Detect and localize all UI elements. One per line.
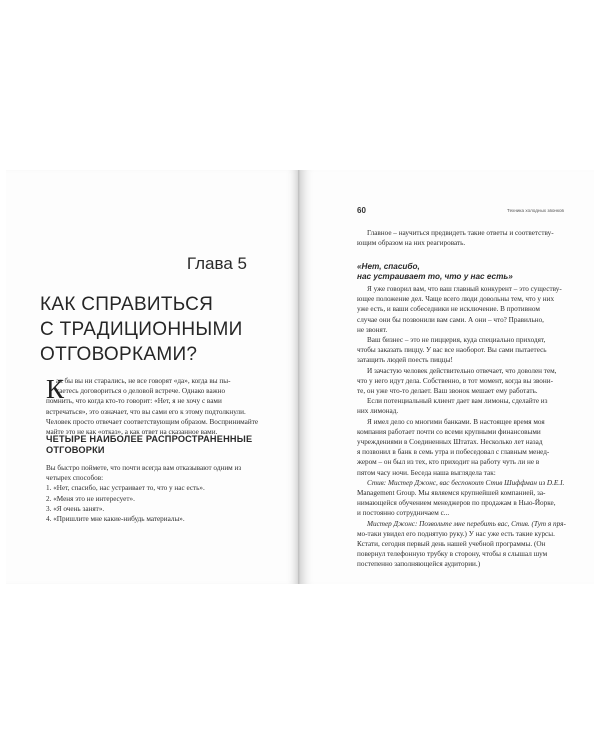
body-line: чтобы заказать пиццу. У вас все наоборот. Вы сами пытаетесь [357,346,547,355]
body-line: нимающейся обучением менеджеров по продажам в Нью-Йорке, [357,499,556,508]
list-item: 2. «Меня это не интересует». [46,494,135,503]
body-line: компания работает почти со всеми крупными финансовыми [357,427,541,436]
book-spread [6,170,594,584]
drop-cap: К [46,374,65,404]
intro-line: помнить, что когда кто-то говорит: «Нет, я не хочу с вами [46,397,222,406]
body-line: уже есть, и ваши собеседники не исключение. В противном [357,305,540,314]
body-text [357,284,573,570]
section-heading-line: ЧЕТЫРЕ НАИБОЛЕЕ РАСПРОСТРАНЕННЫЕ [46,434,253,444]
chapter-title-line: ОТГОВОРКАМИ? [40,344,198,365]
left-page [6,170,299,584]
section-line: четырех способов: [46,474,104,483]
intro-paragraph [46,376,284,437]
section-heading [46,434,286,456]
body-line: Стив: Мистер Джонс, вас беспокоит Стив Шиффман из D.E.I. [367,478,565,487]
body-line: И зачастую человек действительно отвечает, что доволен тем, [367,366,557,375]
intro-line: таетесь договориться о деловой встрече. Однако важно [56,387,226,396]
running-header [301,207,594,217]
subheading-line: «Нет, спасибо, [357,262,420,271]
chapter-number: Глава 5 [186,254,247,273]
body-line: пятом часу ночи. Беседа наша выглядела так: [357,468,496,477]
chapter-title-line: КАК СПРАВИТЬСЯ [40,294,214,315]
subheading [357,262,571,282]
body-line: не звонят. [357,325,388,334]
intro-line: Человек просто отвечает соответствующим образом. Воспринимайте [46,417,259,426]
chapter-title-line: С ТРАДИЦИОННЫМИ [40,319,243,340]
lead-line: Главное – научиться предвидеть такие ответы и соответству- [367,229,554,237]
body-line: Если потенциальный клиент дает вам лимоны, сделайте из [367,397,548,406]
lead-paragraph [357,228,571,248]
body-line: мо-таки увидел его поднятую руку.) У нас уже есть такие курсы. [357,529,555,538]
body-line: что у него идут дела. Собственно, в тот момент, когда вы звони- [357,376,553,385]
list-item: 1. «Нет, спасибо, нас устраивает то, что у нас есть». [46,484,205,493]
section-heading-line: ОТГОВОРКИ [46,445,105,455]
body-line: Мистер Джонс: Позвольте мне перебить вас, Стив. (Тут я пря- [367,519,566,528]
body-line: жером – он был из тех, кто приходит на работу чуть ли не в [357,458,540,467]
section-line: Вы быстро поймете, что почти всегда вам отказывают одним из [46,464,242,472]
body-line: Я имел дело со многими банками. В настоящее время моя [367,417,545,426]
body-line: Ваш бизнес – это не пиццерия, куда специально приходят, [367,336,546,345]
body-line: повернул телефонную трубку в сторону, чтобы я слышал шум [357,550,548,559]
intro-line: встречаться», это означает, что вы сами его к этому подтолкнули. [46,407,246,416]
body-line: ющее положение дел. Чаще всего люди довольны тем, что у них [357,295,555,304]
objections-list [46,463,286,524]
body-line: Management Group. Мы являемся крупнейшей компанией, за- [357,489,546,498]
body-line: и постоянно сотрудничаем с... [357,509,450,518]
chapter-title [40,292,280,367]
body-line: Я уже говорил вам, что ваш главный конкурент – это существу- [367,285,562,293]
right-page [301,170,594,584]
running-title: Техника холодных звонков [507,208,564,213]
body-line: постепенно заполняющейся аудитории.) [357,560,481,569]
body-line: них лимонад. [357,407,399,416]
subheading-line: нас устраивает то, что у нас есть» [357,272,513,281]
lead-line: ющим образом на них реагировать. [357,239,466,248]
body-line: затащить людей поесть пиццы! [357,356,453,365]
body-line: Кстати, сегодня первый день нашей учебной программы. (Он [357,540,546,549]
list-item: 3. «Я очень занят». [46,504,105,513]
body-line: учреждениями в Соединенных Штатах. Несколько лет назад [357,438,543,447]
intro-line: ак бы вы ни старались, не все говорят «да», когда вы пы- [56,377,231,385]
body-line: случае они бы позвонили вам сами. А они – что? Правильно, [357,315,544,324]
body-line: я позвонил в банк в семь утра и побеседовал с главным менед- [357,448,550,457]
body-line: те, он уже что-то делает. Ваш звонок мешает ему работать. [357,387,538,396]
page-number: 60 [357,206,366,215]
list-item: 4. «Пришлите мне какие-нибудь материалы». [46,515,185,524]
intro-line: майте это не как «отказ», а как ответ на сказанное вами. [46,428,218,437]
